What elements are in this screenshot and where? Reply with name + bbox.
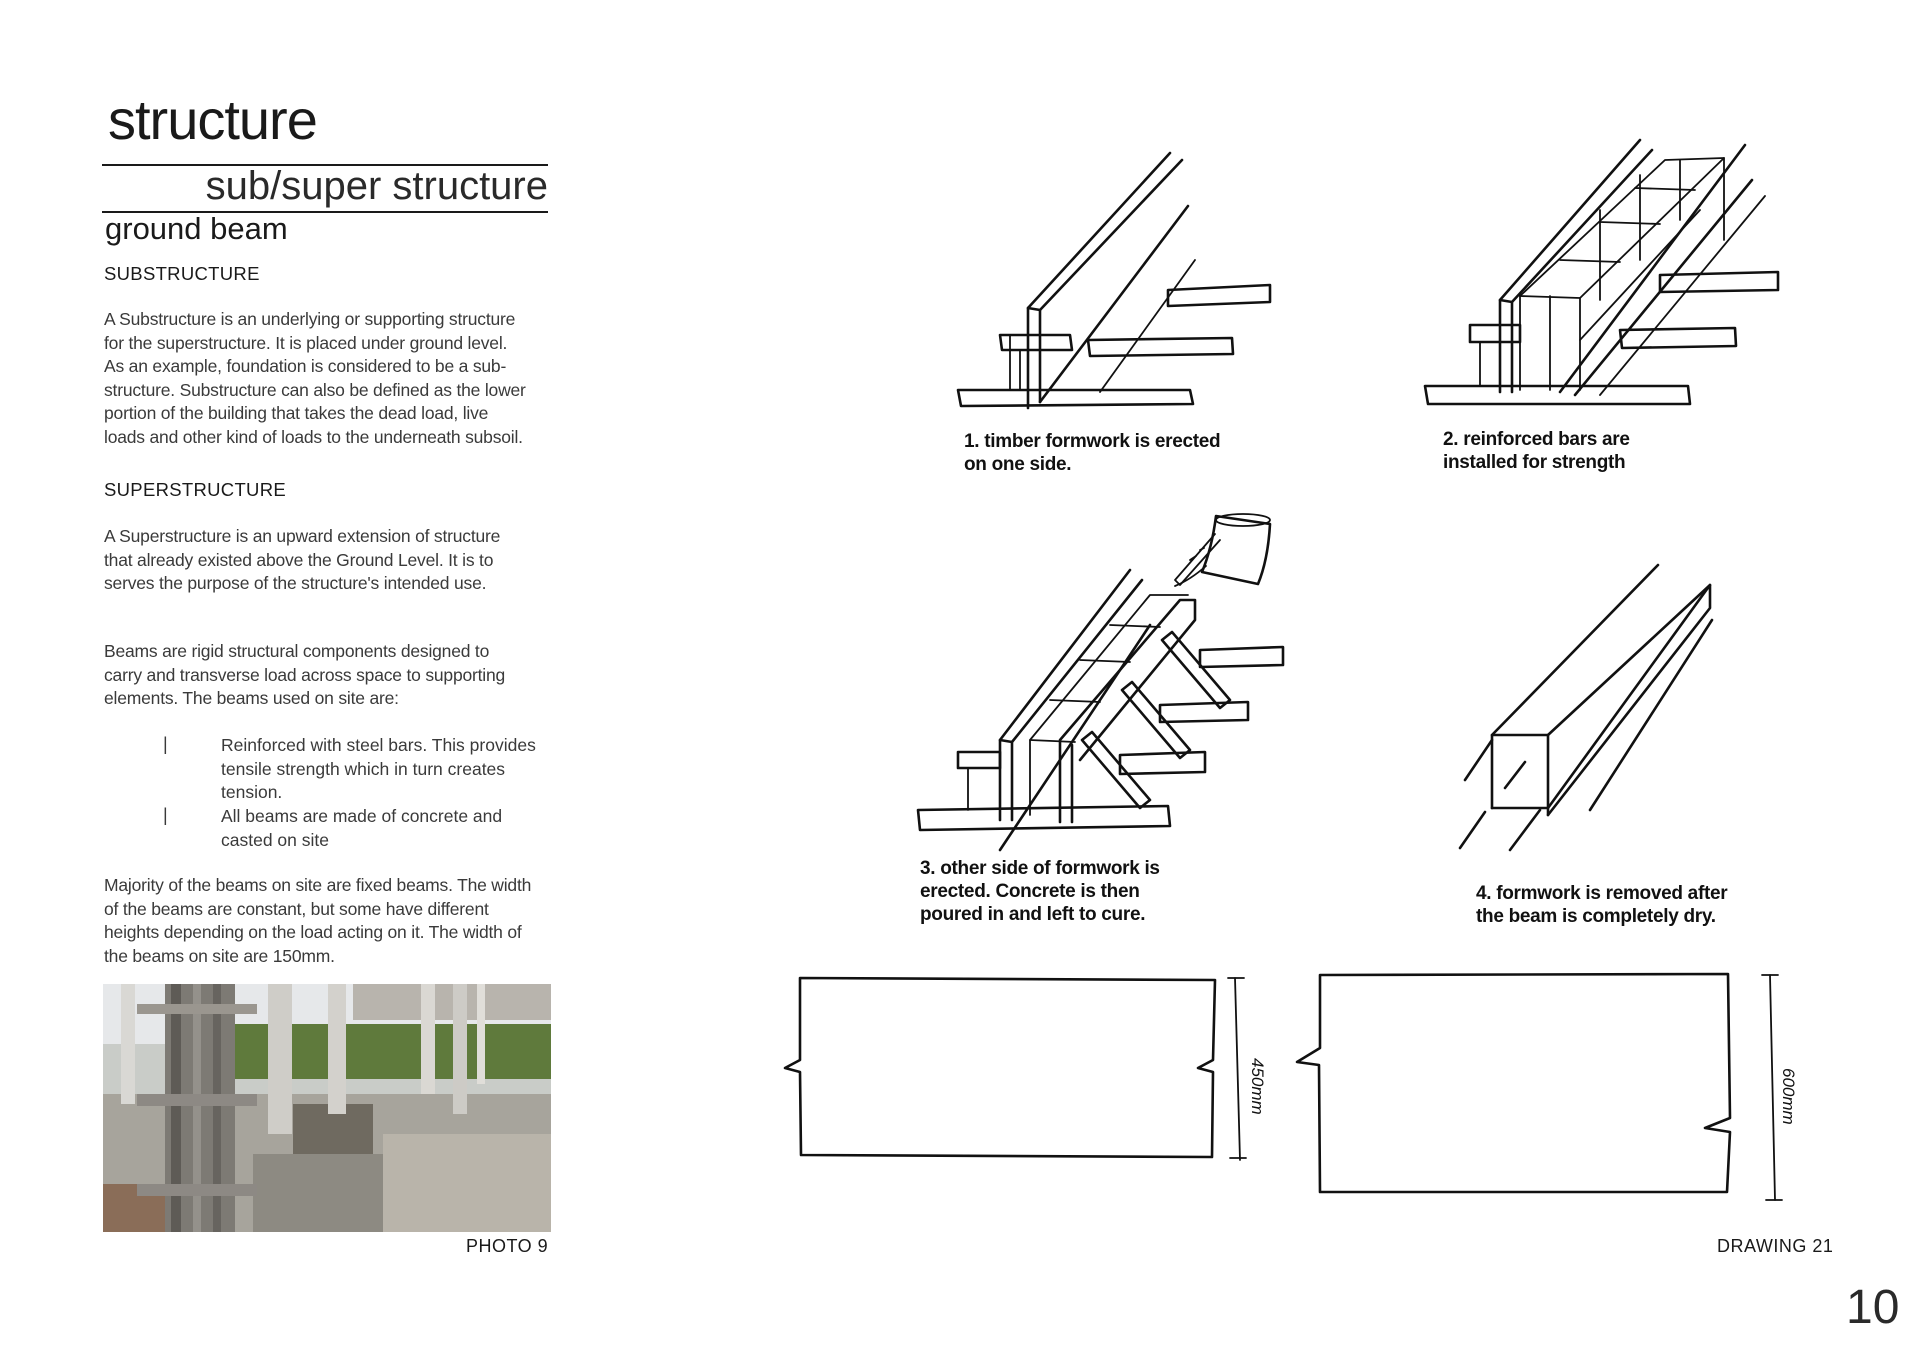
text-line: 2. reinforced bars are [1443, 429, 1630, 450]
text-line: loads and other kind of loads to the underneath subsoil. [104, 426, 523, 447]
text-line: Majority of the beams on site are fixed beams. The width [104, 875, 532, 895]
text-line: tensile strength which in turn creates [221, 758, 506, 779]
photo-caption: PHOTO 9 [466, 1236, 549, 1256]
text-line: portion of the building that takes the dead load, live [104, 403, 489, 423]
dimension-label-450: 450mm [1248, 1058, 1267, 1115]
drawing-caption: DRAWING 21 [1717, 1236, 1834, 1256]
superstructure-heading: SUPERSTRUCTURE [104, 479, 287, 500]
page-subtitle: sub/super structure [205, 164, 548, 208]
text-line: the beams on site are 150mm. [104, 945, 335, 966]
text-line: All beams are made of concrete and [221, 806, 503, 826]
step-1-label [964, 430, 1220, 476]
text-line: Reinforced with steel bars. This provides [221, 735, 536, 755]
text-line: installed for strength [1443, 452, 1626, 473]
text-line: 1. timber formwork is erected [964, 431, 1221, 452]
bullet-marker: | [163, 805, 168, 825]
page-title: structure [108, 88, 317, 151]
step-4-label [1476, 882, 1727, 928]
text-line: heights depending on the load acting on it. The width of [104, 922, 522, 942]
text-line: A Substructure is an underlying or supporting structure [104, 309, 516, 329]
text-line: the beam is completely dry. [1476, 906, 1716, 927]
substructure-heading: SUBSTRUCTURE [104, 263, 260, 284]
text-line: of the beams are constant, but some have different [104, 898, 489, 919]
text-line: 3. other side of formwork is [920, 858, 1160, 879]
text-line: carry and transverse load across space to supporting [104, 664, 506, 685]
step-2-label [1443, 428, 1630, 474]
text-line: Beams are rigid structural components designed to [104, 641, 490, 661]
text-line: A Superstructure is an upward extension of structure [104, 526, 501, 546]
text-line: As an example, foundation is considered to be a sub- [104, 356, 507, 376]
text-line: elements. The beams used on site are: [104, 688, 399, 708]
bullet-marker: | [163, 734, 168, 754]
text-line: 4. formwork is removed after [1476, 883, 1728, 904]
text-line: erected. Concrete is then [920, 881, 1140, 902]
text-line: casted on site [221, 829, 329, 850]
page-number: 10 [1846, 1281, 1900, 1334]
section-heading: ground beam [105, 211, 288, 246]
step-3-label [920, 857, 1160, 926]
text-line: structure. Substructure can also be defined as the lower [104, 379, 526, 400]
text-line: for the superstructure. It is placed under ground level. [104, 332, 508, 353]
text-line: that already existed above the Ground Level. It is to [104, 549, 494, 570]
text-line: poured in and left to cure. [920, 904, 1146, 925]
text-line: on one side. [964, 454, 1072, 475]
text-line: tension. [221, 782, 283, 802]
text-line: serves the purpose of the structure's intended use. [104, 573, 487, 593]
dimension-label-600: 600mm [1779, 1068, 1798, 1125]
